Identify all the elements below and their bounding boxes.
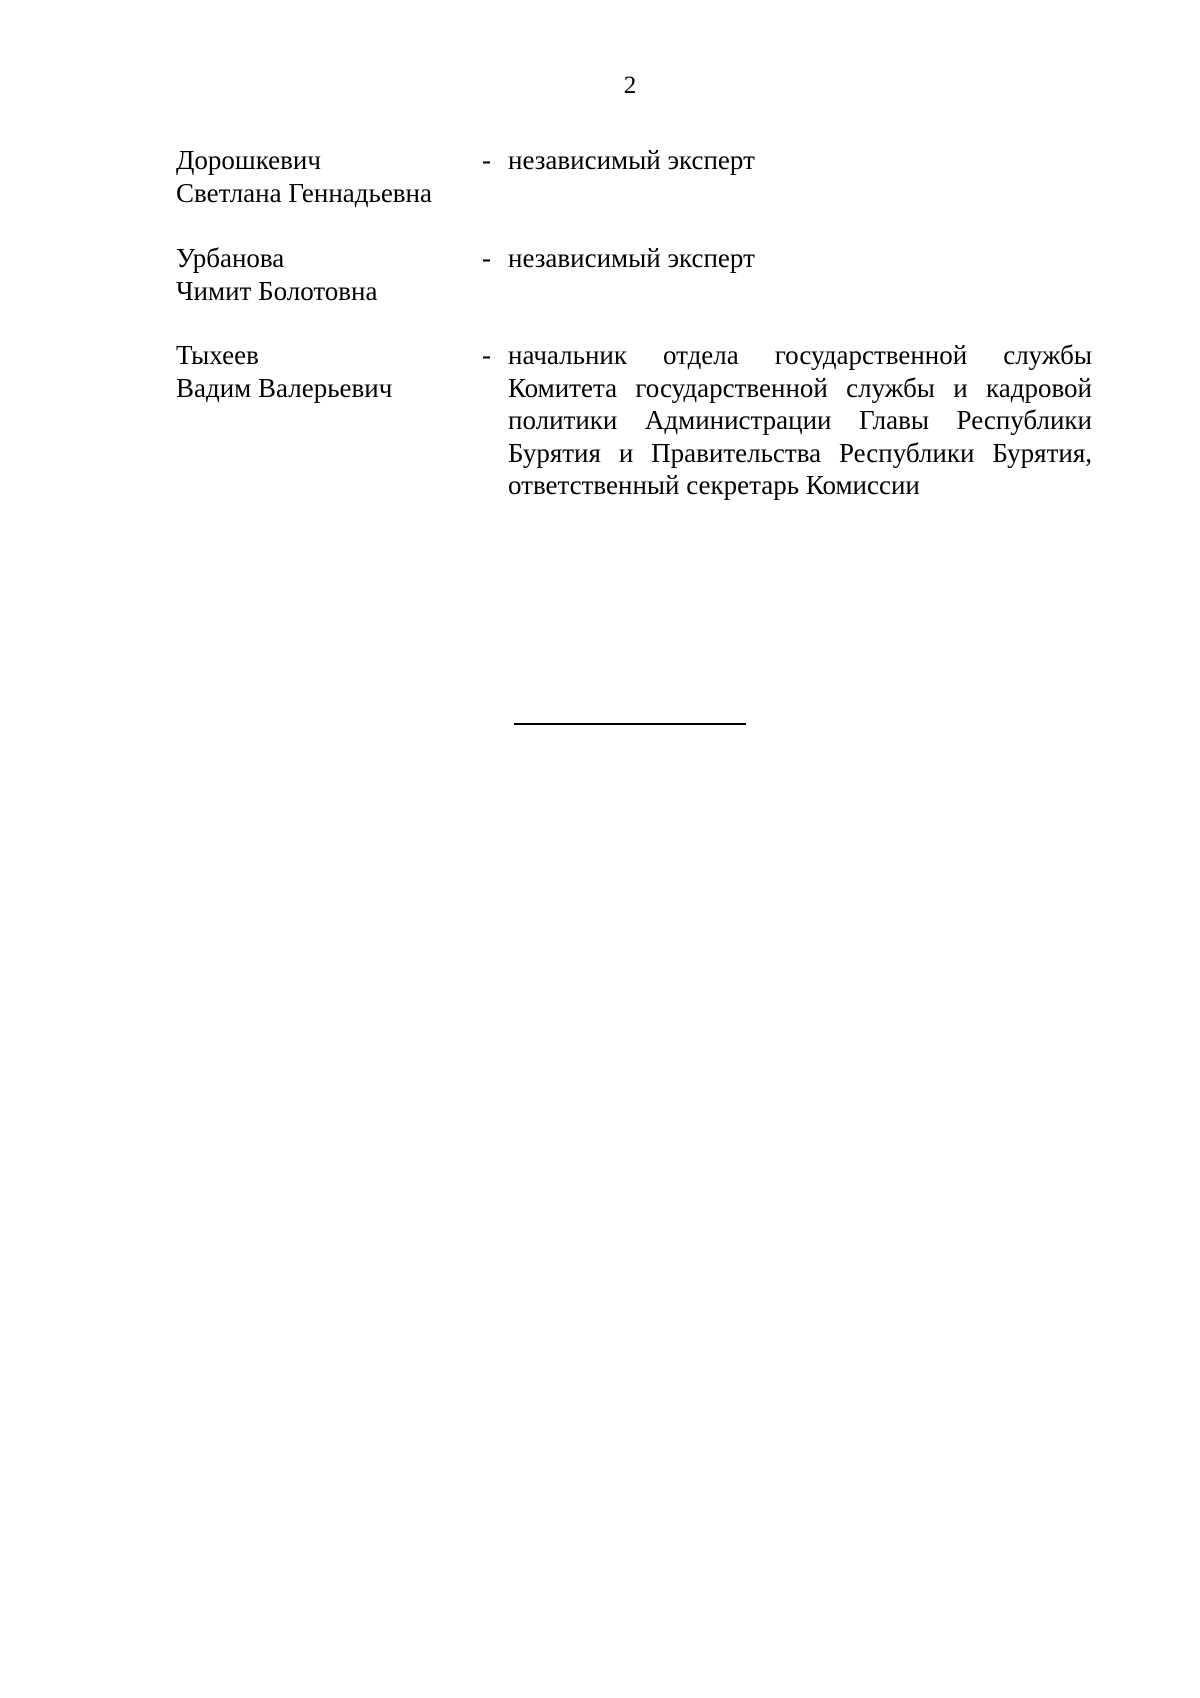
member-surname: Дорошкевич: [176, 145, 321, 175]
member-role: независимый эксперт: [508, 243, 755, 273]
closing-divider-line: [514, 723, 746, 725]
member-given-names: Чимит Болотовна: [176, 275, 378, 306]
member-given-names: Светлана Геннадьевна: [176, 177, 432, 208]
member-name: [176, 242, 486, 307]
member-role: независимый эксперт: [508, 145, 755, 175]
member-surname: Урбанова: [176, 243, 285, 273]
member-dash: -: [482, 145, 491, 175]
member-name: [176, 339, 486, 404]
member-name: [176, 144, 486, 209]
member-surname: Тыхеев: [176, 340, 259, 370]
member-role: начальник отдела государственной службы Комитета государственной службы и кадровой политики Администрации Главы Республики Бурятия и Правительства Республики Бурятия, ответственный секретарь Комиссии: [508, 340, 1092, 500]
member-given-names: Вадим Валерьевич: [176, 372, 393, 403]
member-dash: -: [482, 243, 491, 273]
member-dash: -: [482, 340, 491, 370]
page-number: 2: [623, 72, 637, 99]
